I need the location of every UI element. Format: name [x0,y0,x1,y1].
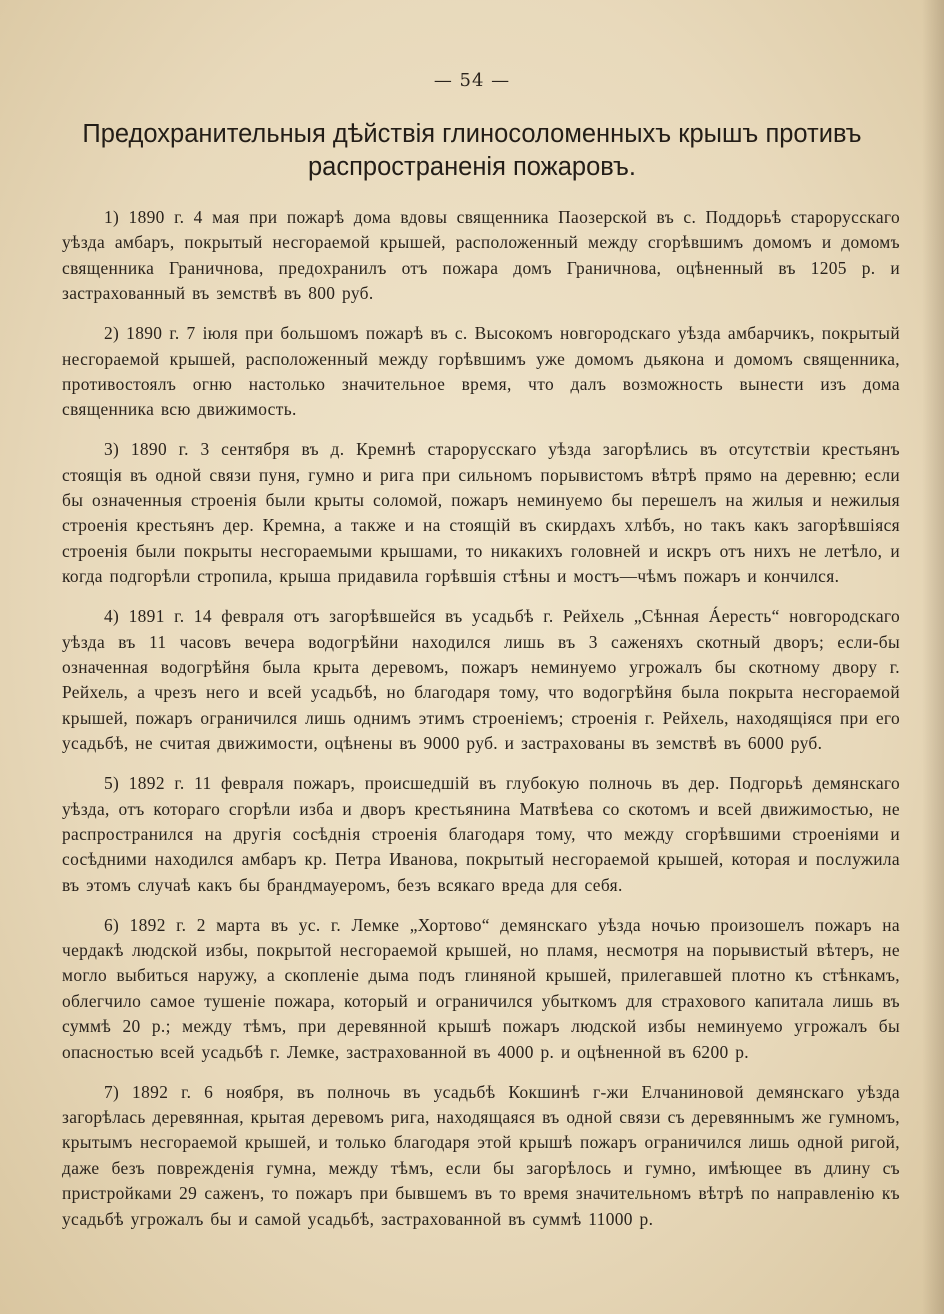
page-title [40,118,904,184]
paragraph-7: 7) 1892 г. 6 ноября, въ полночь въ усадьбѣ Кокшинѣ г-жи Елчаниновой демянскаго уѣзда загорѣлась деревянная, крытая деревомъ рига, находящаяся въ одной связи съ деревяннымъ же гумномъ, крытымъ несгораемой крышей, и только благодаря этой крышѣ пожаръ ограничился лишь одной ригой, даже безъ поврежденія гумна, между тѣмъ, если бы загорѣлось и гумно, имѣющее въ длину съ пристройками 29 саженъ, то пожаръ при бывшемъ въ то время значительномъ вѣтрѣ по направленію къ усадьбѣ угрожалъ бы и самой усадьбѣ, застрахованной въ суммѣ 11000 р. [62,1081,900,1229]
paragraph-1: 1) 1890 г. 4 мая при пожарѣ дома вдовы священника Паозерской въ с. Поддорьѣ старорусскаго уѣзда амбаръ, покрытый несгораемой крышей, расположенный между сгорѣвшимъ домомъ и домомъ священника Граничнова, предохранилъ отъ пожара домъ Граничнова, оцѣненный въ 1205 р. и застрахованный въ земствѣ въ 800 руб. [62,207,900,304]
paragraph-2: 2) 1890 г. 7 іюля при большомъ пожарѣ въ с. Высокомъ новгородскаго уѣзда амбарчикъ, покрытый несгораемой крышей, расположенный между горѣвшимъ уже домомъ дьякона и домомъ священника, противостоялъ огню настолько значительное время, что далъ возможность вынести изъ дома священника всю движимость. [62,323,900,420]
page-number: — 54 — [433,70,511,91]
body-text [62,205,900,1247]
paragraph-5: 5) 1892 г. 11 февраля пожаръ, происшедшій въ глубокую полночь въ дер. Подгорьѣ демянскаго уѣзда, отъ котораго сгорѣли изба и дворъ крестьянина Матвѣева со скотомъ и всей движимостью, не распространился на другія сосѣднія строенія благодаря тому, что между сгорѣвшими строеніями и сосѣдними находился амбаръ кр. Петра Иванова, покрытый несгораемой крышей, которая и послужила въ этомъ случаѣ какъ бы брандмауеромъ, безъ всякаго вреда для себя. [62,773,900,895]
page-edge-shadow [922,0,944,1314]
paragraph-4: 4) 1891 г. 14 февраля отъ загорѣвшейся въ усадьбѣ г. Рейхель „Сѣнная Áересть“ новгородскаго уѣзда въ 11 часовъ вечера водогрѣйни находился лишь въ 3 саженяхъ скотный дворъ; если-бы означенная водогрѣйня была крыта деревомъ, пожаръ неминуемо угрожалъ бы скотному двору г. Рейхель, а чрезъ него и всей усадьбѣ, но благодаря тому, что водогрѣйня была покрыта несгораемой крышей, пожаръ ограничился лишь однимъ этимъ строеніемъ; строенія г. Рейхель, находящіяся при его усадьбѣ, не считая движимости, оцѣнены въ 9000 руб. и застрахованы въ земствѣ въ 6000 руб. [62,606,900,754]
paragraph-6: 6) 1892 г. 2 марта въ ус. г. Лемке „Хортово“ демянскаго уѣзда ночью произошелъ пожаръ на чердакѣ людской избы, покрытой несгораемой крышей, но пламя, несмотря на порывистый вѣтеръ, не могло выбиться наружу, а скопленіе дыма подъ глиняной крышей, прилегавшей плотно къ стѣнкамъ, облегчило самое тушеніе пожара, который и ограничился убыткомъ для страхового капитала лишь въ суммѣ 20 р.; между тѣмъ, при деревянной крышѣ пожаръ людской избы неминуемо угрожалъ бы опасностью всей усадьбѣ г. Лемке, застрахованной въ 4000 р. и оцѣненной въ 6200 р. [62,914,900,1062]
title-line-2: распространенія пожаровъ. [307,153,636,181]
paragraph-3: 3) 1890 г. 3 сентября въ д. Кремнѣ старорусскаго уѣзда загорѣлись въ отсутствіи крестьянъ стоящія въ одной связи пуня, гумно и рига при сильномъ порывистомъ вѣтрѣ прямо на деревню; если бы означенныя строенія были крыты соломой, пожаръ неминуемо бы перешелъ на жилыя и нежилыя строенія крестьянъ дер. Кремна, а также и на стоящій въ скирдахъ хлѣбъ, но такъ какъ загорѣвшіяся строенія были покрыты несгораемыми крышами, то никакихъ головней и искръ отъ нихъ не летѣло, и когда подгорѣли стропила, крыша придавила горѣвшія стѣны и мостъ—чѣмъ пожаръ и кончился. [62,439,900,587]
title-line-1: Предохранительныя дѣйствія глиносоломенныхъ крышъ противъ [82,120,862,148]
